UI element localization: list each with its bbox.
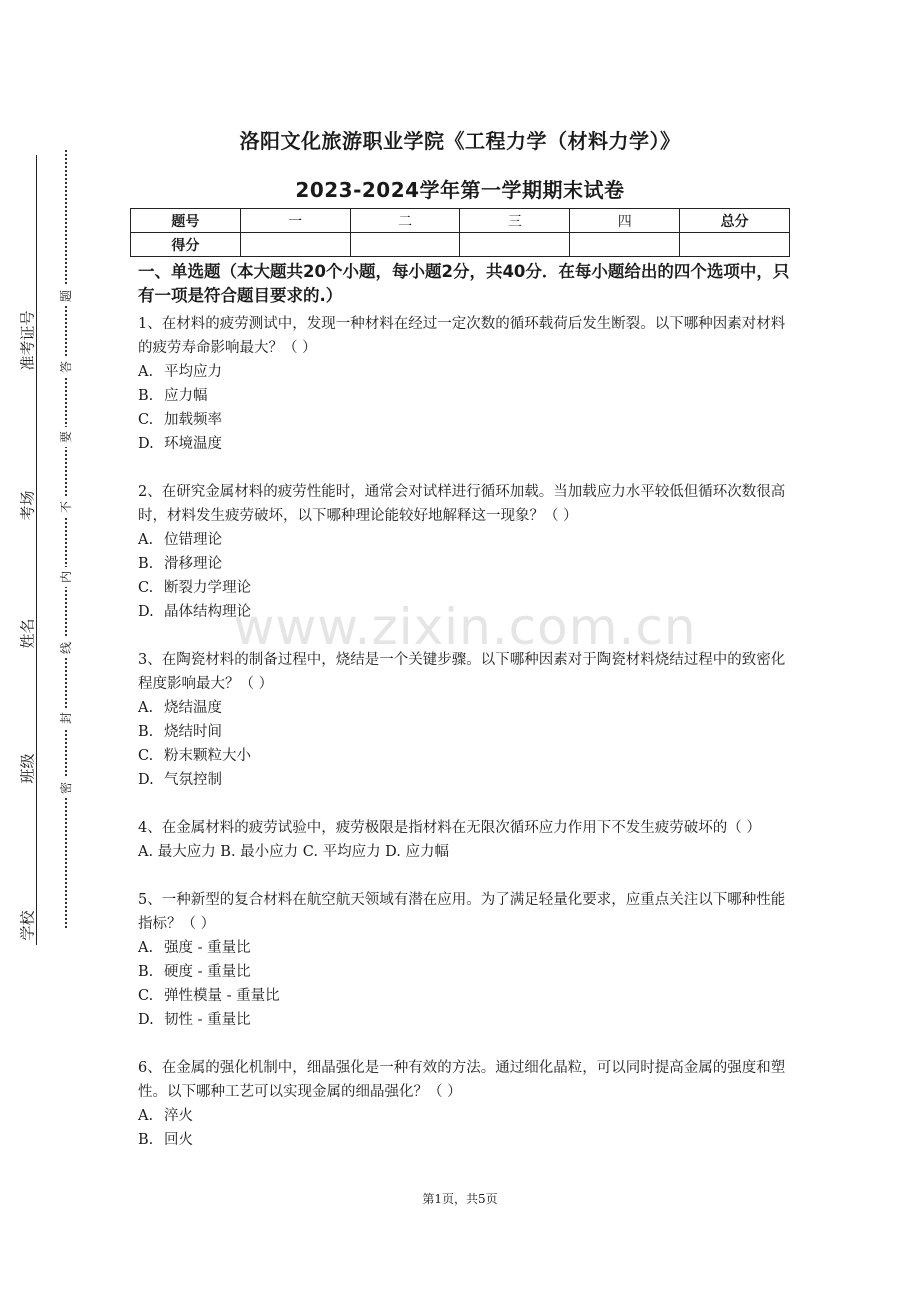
field-exam-number: 准考证号 (18, 310, 37, 371)
seal-char: 不 (56, 497, 76, 517)
question-text: 6、在金属的强化机制中，细晶强化是一种有效的方法。通过细化晶粒，可以同时提高金属的强度和塑性。以下哪种工艺可以实现金属的细晶强化？（ ） (138, 1060, 786, 1100)
score-table-header-row (131, 209, 790, 233)
option-b: B. 回火 (138, 1132, 193, 1148)
question-1 (138, 312, 790, 456)
watermark: www.zixin.com.cn (233, 598, 697, 656)
exam-title: 洛阳文化旅游职业学院《工程力学（材料力学）》 (239, 129, 681, 153)
question-text: 3、在陶瓷材料的制备过程中，烧结是一个关键步骤。以下哪种因素对于陶瓷材料烧结过程中的致密化程度影响最大？（ ） (138, 652, 786, 692)
score-col-2: 二 (350, 209, 460, 233)
question-text: 2、在研究金属材料的疲劳性能时，通常会对试样进行循环加载。当加载应力水平较低但循环次数很高时，材料发生疲劳破坏，以下哪种理论能较好地解释这一现象？（ ） (138, 484, 786, 524)
question-5 (138, 888, 790, 1032)
seal-char: 内 (56, 567, 76, 587)
question-4 (138, 816, 790, 864)
score-col-total: 总分 (680, 209, 790, 233)
seal-char: 密 (56, 778, 76, 798)
option-a: A. 平均应力 (138, 364, 222, 380)
option-a: A. 淬火 (138, 1108, 193, 1124)
page-footer: 第1页，共5页 (422, 1192, 498, 1206)
binding-solid-line (36, 155, 37, 945)
option-b: B. 滑移理论 (138, 556, 222, 572)
option-d: D. 环境温度 (138, 436, 222, 452)
score-header-label: 题号 (131, 209, 241, 233)
score-table (130, 208, 790, 257)
option-b: B. 烧结时间 (138, 724, 222, 740)
question-6 (138, 1056, 790, 1152)
score-col-4: 四 (570, 209, 680, 233)
score-col-3: 三 (460, 209, 570, 233)
exam-subtitle: 2023-2024学年第一学期期末试卷 (295, 178, 625, 202)
seal-char: 线 (56, 638, 76, 658)
score-cell[interactable] (570, 233, 680, 257)
field-school: 学校 (18, 910, 37, 941)
question-3 (138, 648, 790, 792)
question-text: 1、在材料的疲劳测试中，发现一种材料在经过一定次数的循环载荷后发生断裂。以下哪种因素对材料的疲劳寿命影响最大？（ ） (138, 316, 786, 356)
question-content (138, 260, 790, 1176)
score-row-label: 得分 (131, 233, 241, 257)
option-a: A. 烧结温度 (138, 700, 222, 716)
seal-char: 封 (56, 708, 76, 728)
option-c: C. 加载频率 (138, 412, 222, 428)
score-col-1: 一 (240, 209, 350, 233)
option-a: A. 强度 - 重量比 (138, 940, 251, 956)
seal-char: 答 (56, 357, 76, 377)
score-table-score-row (131, 233, 790, 257)
option-c: C. 断裂力学理论 (138, 580, 251, 596)
option-d: D. 气氛控制 (138, 772, 222, 788)
field-exam-room: 考场 (18, 490, 37, 521)
inline-options: A. 最大应力 B. 最小应力 C. 平均应力 D. 应力幅 (138, 844, 450, 860)
field-name: 姓名 (18, 618, 37, 649)
score-cell[interactable] (240, 233, 350, 257)
binding-dotted-line (65, 150, 67, 928)
field-class: 班级 (18, 753, 37, 784)
score-cell[interactable] (460, 233, 570, 257)
question-text: 4、在金属材料的疲劳试验中，疲劳极限是指材料在无限次循环应力作用下不发生疲劳破坏的（ ） (138, 820, 761, 836)
option-c: C. 粉末颗粒大小 (138, 748, 251, 764)
score-cell[interactable] (680, 233, 790, 257)
option-b: B. 硬度 - 重量比 (138, 964, 251, 980)
question-text: 5、一种新型的复合材料在航空航天领域有潜在应用。为了满足轻量化要求，应重点关注以下哪种性能指标？（ ） (138, 892, 786, 932)
seal-char: 题 (56, 286, 76, 306)
option-d: D. 韧性 - 重量比 (138, 1012, 251, 1028)
option-d: D. 晶体结构理论 (138, 604, 251, 620)
option-c: C. 弹性模量 - 重量比 (138, 988, 280, 1004)
score-cell[interactable] (350, 233, 460, 257)
option-b: B. 应力幅 (138, 388, 208, 404)
seal-char: 要 (56, 427, 76, 447)
option-a: A. 位错理论 (138, 532, 222, 548)
section-title: 一、单选题（本大题共20个小题，每小题2分，共40分．在每小题给出的四个选项中，只有一项是符合题目要求的.） (138, 262, 790, 305)
